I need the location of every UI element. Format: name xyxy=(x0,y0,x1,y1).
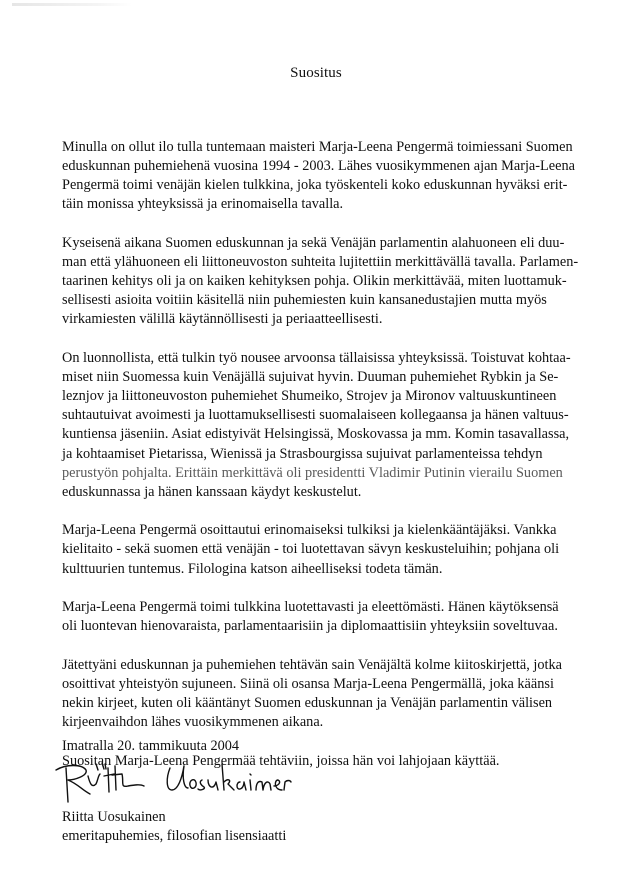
signer-name: Riitta Uosukainen xyxy=(62,809,166,825)
text-line: Marja-Leena Pengermä osoittautui erinomaiseksi tulkiksi ja kielenkääntäjäksi. Vankka xyxy=(62,522,557,539)
text-line: täin monissa yhteyksissä ja erinomaisella tavalla. xyxy=(62,196,344,213)
text-line: taarinen kehitys oli ja on kaiken kehityksen pohja. Olikin merkittävää, miten luottamuk- xyxy=(62,273,567,290)
text-line: Pengermä toimi venäjän kielen tulkkina, joka työskenteli koko eduskunnan hyväksi erit- xyxy=(62,177,568,194)
signer-block xyxy=(62,808,286,846)
paragraph-2 xyxy=(62,234,622,329)
text-line: suhtautuivat avoimesti ja luottamuksellisesti suomalaiseen kollegaansa ja hänen valtuus- xyxy=(62,407,569,424)
text-line: On luonnollista, että tulkin työ nousee arvoonsa tällaisissa yhteyksissä. Toistuvat kohtaa- xyxy=(62,350,571,367)
paragraph-4 xyxy=(62,521,622,578)
text-line: nekin kirjeet, kuten oli kääntänyt Suomen eduskunnan ja Venäjän parlamentin välisen xyxy=(62,695,553,712)
text-line: virkamiesten välillä käytännöllisesti ja periaatteellisesti. xyxy=(62,311,383,328)
text-line: oli luontevan hienovaraista, parlamentaarisiin ja diplomaattisiin yhteyksiin soveltuvaa. xyxy=(62,618,558,635)
text-line: kuntiensa jäseniin. Asiat edistyivät Helsingissä, Moskovassa ja mm. Komin tasavallassa, xyxy=(62,426,570,443)
text-line: Minulla on ollut ilo tulla tuntemaan maisteri Marja-Leena Pengermä toimiessani Suomen xyxy=(62,139,573,155)
scan-artifact xyxy=(12,3,132,6)
text-line: osoittivat yhteistyön sujuneen. Siinä oli osansa Marja-Leena Pengermällä, joka käänsi xyxy=(62,676,554,693)
text-line: Suositan Marja-Leena Pengermää tehtäviin, joissa hän voi lahjojaan käyttää. xyxy=(62,753,500,769)
text-line: Jätettyäni eduskunnan ja puhemiehen tehtävän sain Venäjältä kolme kiitoskirjettä, jotka xyxy=(62,657,562,674)
text-line: Kyseisenä aikana Suomen eduskunnan ja sekä Venäjän parlamentin alahuoneen eli duu- xyxy=(62,234,565,251)
text-line: kielitaito - sekä suomen että venäjän - toi luotettavan sävyn keskusteluihin; pohjana oli xyxy=(62,541,560,558)
paragraph-6 xyxy=(62,656,622,732)
text-line: kirjeenvaihdon lähes vuosikymmenen aikana. xyxy=(62,714,324,731)
handwritten-signature xyxy=(52,760,292,804)
paragraph-3 xyxy=(62,349,622,502)
text-line: Marja-Leena Pengermä toimi tulkkina luotettavasti ja eleettömästi. Hänen käytöksensä xyxy=(62,599,559,616)
text-line: man että ylähuoneen eli liittoneuvoston suhteita lujitettiin merkittävällä tavalla. Parlamen- xyxy=(62,254,579,271)
text-line: perustyön pohjalta. Erittäin merkittävä oli presidentti Vladimir Putinin vierailu Suomen xyxy=(62,464,563,481)
document-title: Suositus xyxy=(290,65,342,81)
text-line: sellisesti asioita voitiin käsitellä niin puhemiesten kuin kansanedustajien mutta myös xyxy=(62,292,547,309)
signer-title: emeritapuhemies, filosofian lisensiaatti xyxy=(62,828,287,844)
place-and-date: Imatralla 20. tammikuuta 2004 xyxy=(62,738,240,754)
text-line: leznjov ja liittoneuvoston puhemiehet Shumeiko, Strojev ja Mironov valtuuskuntineen xyxy=(62,388,557,405)
text-line: eduskunnassa ja hänen kanssaan käydyt keskustelut. xyxy=(62,483,362,500)
text-line: miset niin Suomessa kuin Venäjällä sujuivat hyvin. Duuman puhemiehet Rybkin ja Se- xyxy=(62,369,559,386)
text-line: kulttuurien tuntemus. Filologina katson aiheelliseksi todeta tämän. xyxy=(62,560,443,577)
paragraph-5 xyxy=(62,598,622,636)
text-line: ja kohtaamiset Pietarissa, Wienissä ja Strasbourgissa sujuivat parlamenteissa tehdyn xyxy=(62,445,543,462)
paragraph-1 xyxy=(62,138,622,214)
letter-body xyxy=(62,138,622,791)
text-line: eduskunnan puhemiehenä vuosina 1994 - 2003. Lähes vuosikymmenen ajan Marja-Leena xyxy=(62,158,575,175)
